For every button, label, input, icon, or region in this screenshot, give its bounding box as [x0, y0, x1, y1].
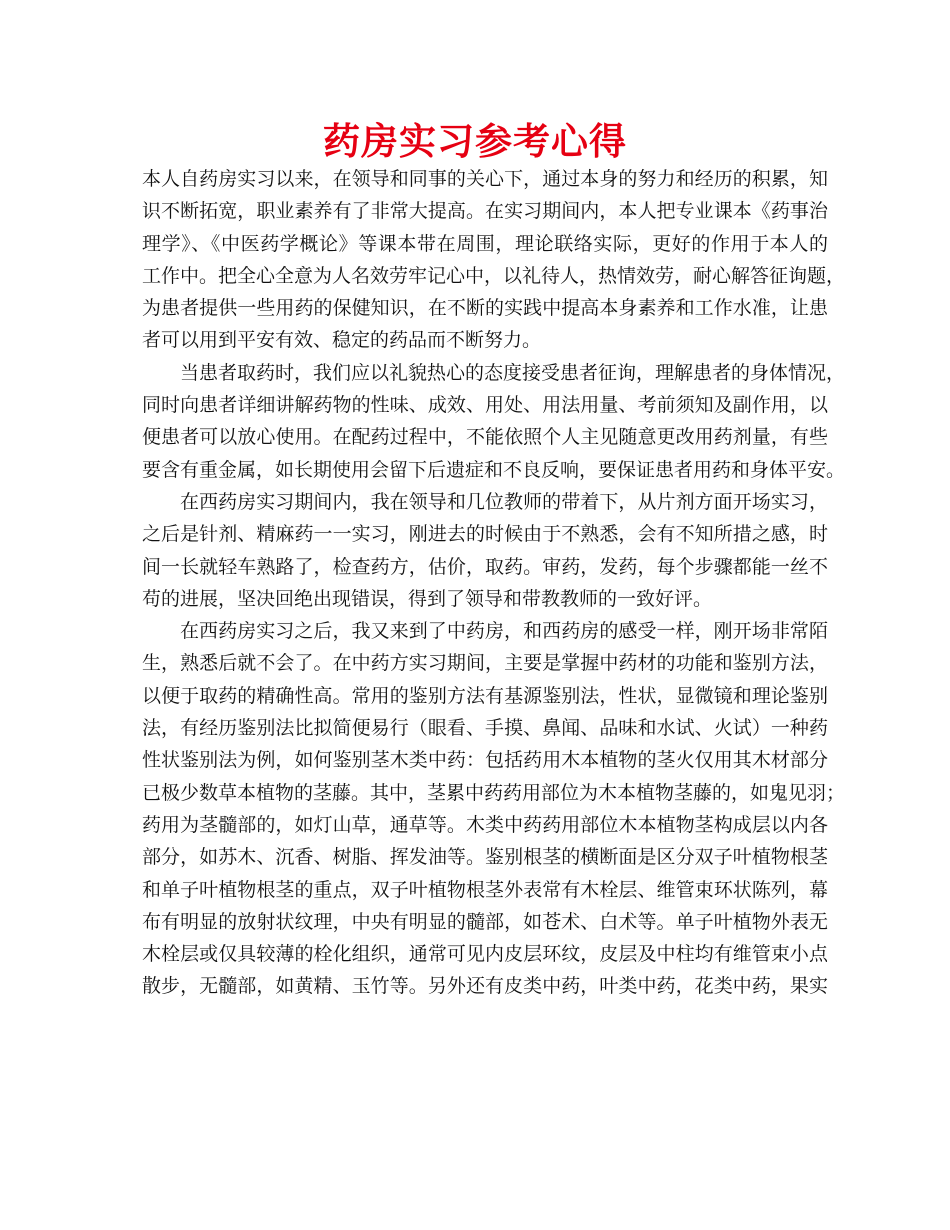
text-line: 在西药房实习期间内，我在领导和几位教师的带着下，从片剂方面开场实习，: [180, 490, 828, 513]
text-line: 布有明显的放射状纹理，中央有明显的髓部，如苍术、白术等。单子叶植物外表无: [142, 910, 828, 933]
text-line: 以便于取药的精确性高。常用的鉴别方法有基源鉴别法，性状，显微镜和理论鉴别: [142, 684, 828, 707]
text-line: 者可以用到平安有效、稳定的药品而不断努力。: [142, 329, 542, 352]
text-line: 本人自药房实习以来，在领导和同事的关心下，通过本身的努力和经历的积累，知: [142, 168, 828, 190]
text-line: 生，熟悉后就不会了。在中药方实习期间，主要是掌握中药材的功能和鉴别方法，: [142, 652, 828, 675]
text-line: 要含有重金属，如长期使用会留下后遗症和不良反响，要保证患者用药和身体平安。: [142, 458, 846, 481]
text-line: 性状鉴别法为例，如何鉴别茎木类中药：包括药用木本植物的茎火仅用其木材部分: [142, 749, 828, 772]
text-line: 部分，如苏木、沉香、树脂、挥发油等。鉴别根茎的横断面是区分双子叶植物根茎: [142, 846, 828, 869]
text-line: 法，有经历鉴别法比拟简便易行（眼看、手摸、鼻闻、品味和水试、火试）一种药: [142, 717, 828, 740]
text-line: 散步，无髓部，如黄精、玉竹等。另外还有皮类中药，叶类中药，花类中药，果实: [142, 975, 828, 998]
text-line: 之后是针剂、精麻药一一实习，刚进去的时候由于不熟悉，会有不知所措之感，时: [142, 523, 828, 546]
text-line: 便患者可以放心使用。在配药过程中，不能依照个人主见随意更改用药剂量，有些: [142, 426, 828, 449]
text-line: 为患者提供一些用药的保健知识，在不断的实践中提高本身素养和工作水准，让患: [142, 297, 828, 320]
text-line: 已极少数草本植物的茎藤。其中，茎累中药药用部位为木本植物茎藤的，如鬼见羽；: [142, 781, 846, 804]
text-line: 和单子叶植物根茎的重点，双子叶植物根茎外表常有木栓层、维管束环状陈列，幕: [142, 878, 828, 901]
text-line: 当患者取药时，我们应以礼貌热心的态度接受患者征询，理解患者的身体情况，: [180, 361, 846, 384]
text-line: 药用为茎髓部的，如灯山草，通草等。木类中药药用部位木本植物茎构成层以内各: [142, 813, 828, 836]
text-line: 理学》、《中医药学概论》等课本带在周围，理论联络实际，更好的作用于本人的: [142, 232, 828, 255]
page-title: 药房实习参考心得: [323, 120, 627, 163]
text-line: 间一长就轻车熟路了，检查药方，估价，取药。审药，发药，每个步骤都能一丝不: [142, 555, 828, 578]
text-line: 识不断拓宽，职业素养有了非常大提高。在实习期间内，本人把专业课本《药事治: [142, 200, 828, 223]
text-line: 工作中。把全心全意为人名效劳牢记心中，以礼待人，热情效劳，耐心解答征询题，: [142, 264, 846, 287]
text-line: 木栓层或仅具较薄的栓化组织，通常可见内皮层环纹，皮层及中柱均有维管束小点: [142, 943, 828, 966]
text-line: 同时向患者详细讲解药物的性味、成效、用处、用法用量、考前须知及副作用，以: [142, 394, 828, 417]
text-line: 苟的进展，坚决回绝出现错误，得到了领导和带教教师的一致好评。: [142, 587, 713, 610]
text-line: 在西药房实习之后，我又来到了中药房，和西药房的感受一样，刚开场非常陌: [180, 620, 828, 643]
document-body: [142, 163, 846, 1003]
